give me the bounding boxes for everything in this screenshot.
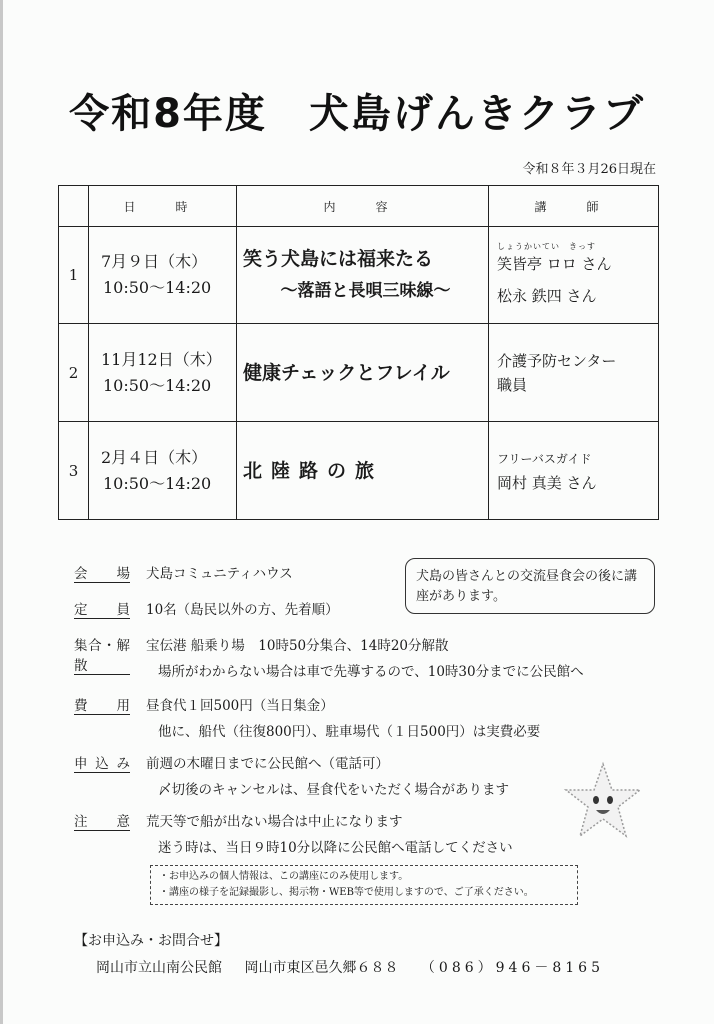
privacy-notes (150, 865, 578, 905)
note-line: ・お申込みの個人情報は、この講座にのみ使用します。 (159, 871, 409, 882)
instructor-1: 笑皆亭 ロロ さん (497, 255, 612, 273)
instructor-2: 岡村 真美 さん (497, 473, 597, 492)
contact-office: 岡山市立山南公民館 (96, 960, 222, 976)
instructor-ruby: しょうかいてい きっす (497, 242, 596, 251)
contact-heading: 【お申込み・お問合せ】 (74, 933, 228, 949)
row-number: 2 (59, 324, 89, 422)
cost-value-2: 他に、船代（往復800円）、駐車場代（１日500円）は実費必要 (158, 724, 541, 740)
note-line: ・講座の様子を記録撮影し、掲示物・WEB等で使用しますので、ご了承ください。 (159, 887, 534, 898)
instructor-2: 松永 鉄四 さん (497, 287, 597, 305)
row-date (89, 227, 237, 324)
instructor-1: フリーバスガイド (497, 451, 592, 466)
header-content: 内 容 (237, 186, 489, 227)
table-row (59, 227, 659, 324)
as-of-date: 令和８年３月26日現在 (522, 162, 656, 177)
cost-label: 費用 (74, 694, 130, 715)
instructor-1: 介護予防センター (497, 351, 617, 370)
apply-value: 前週の木曜日までに公民館へ（電話可） (146, 756, 389, 772)
capacity-value: 10名（島民以外の方、先着順） (146, 602, 339, 618)
contact-address: 岡山市東区邑久郷６８８ (244, 960, 399, 976)
contact-phone: （086）946－8165 (420, 960, 604, 976)
apply-value-2: 〆切後のキャンセルは、昼食代をいただく場合があります (158, 782, 509, 798)
meeting-label: 集合・解散 (74, 634, 130, 675)
header-instructor: 講 師 (489, 186, 659, 227)
row-content (237, 227, 489, 324)
table-header-row (59, 186, 659, 227)
page-title: 令和8年度 犬島げんきクラブ (69, 91, 645, 137)
star-mascot-icon (562, 760, 644, 842)
row-date (89, 422, 237, 520)
note-label: 注意 (74, 810, 130, 831)
table-row (59, 422, 659, 520)
content-subtitle: ～落語と長唄三味線～ (280, 281, 451, 301)
row-content: 北陸路の旅 (237, 422, 489, 520)
header-num (59, 186, 89, 227)
instructor-2: 職員 (497, 375, 528, 394)
table-row (59, 324, 659, 422)
row-date (89, 324, 237, 422)
contact-line (96, 957, 622, 977)
meeting-value: 宝伝港 船乗り場 10時50分集合、14時20分解散 (146, 638, 449, 654)
meeting-value-2: 場所がわからない場合は車で先導するので、10時30分までに公民館へ (158, 664, 584, 680)
capacity-label: 定員 (74, 598, 130, 619)
row-instructor (489, 422, 659, 520)
schedule-table (58, 185, 659, 520)
row-number: 1 (59, 227, 89, 324)
time-text: 10:50～14:20 (103, 278, 212, 297)
apply-label: 申込み (74, 752, 130, 773)
date-text: 2月４日（木） (101, 447, 208, 467)
time-text: 10:50～14:20 (103, 375, 212, 395)
venue-label: 会場 (74, 562, 130, 583)
row-instructor (489, 227, 659, 324)
note-value: 荒天等で船が出ない場合は中止になります (146, 814, 403, 830)
row-number: 3 (59, 422, 89, 520)
note-value-2: 迷う時は、当日９時10分以降に公民館へ電話してください (158, 840, 513, 856)
content-title: 笑う犬島には福来たる (243, 248, 434, 270)
row-instructor (489, 324, 659, 422)
scan-edge (0, 0, 3, 1024)
lunch-callout: 犬島の皆さんとの交流昼食会の後に講座があります。 (405, 558, 655, 614)
cost-value: 昼食代１回500円（当日集金） (146, 698, 334, 714)
header-date: 日 時 (89, 186, 237, 227)
time-text: 10:50～14:20 (103, 473, 212, 493)
date-text: 11月12日（木） (101, 349, 222, 369)
date-text: 7月９日（木） (101, 252, 208, 271)
venue-value: 犬島コミュニティハウス (146, 566, 293, 582)
row-content: 健康チェックとフレイル (237, 324, 489, 422)
